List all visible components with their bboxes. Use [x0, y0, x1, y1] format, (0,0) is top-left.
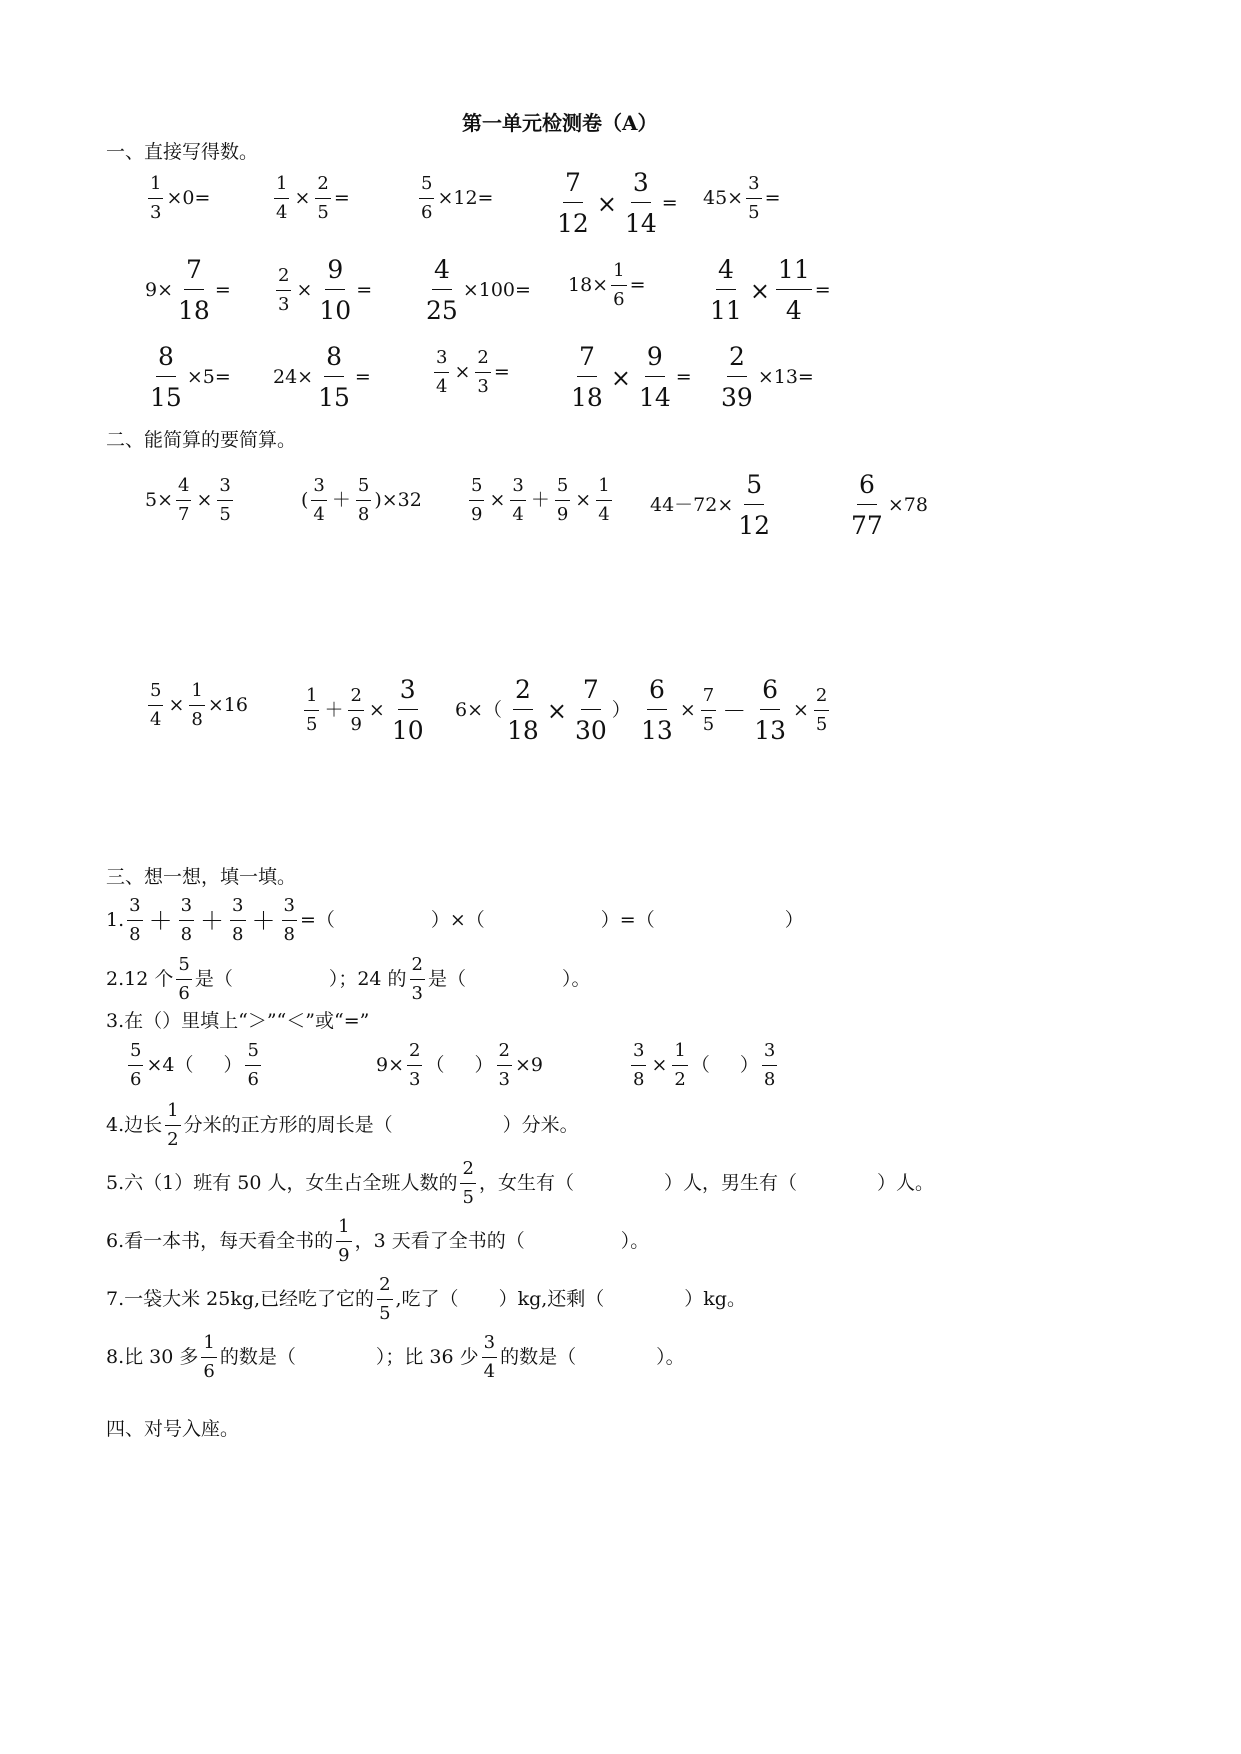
fraction: $\frac{1}{8}$: [191, 680, 203, 730]
fraction: $\frac{1}{3}$: [150, 173, 162, 223]
fraction: $\frac{11}{4}$: [777, 255, 810, 326]
fraction: $\frac{3}{4}$: [436, 347, 448, 397]
fraction: $\frac{3}{8}$: [129, 895, 141, 945]
section-1-heading: 一、直接写得数。: [106, 141, 259, 163]
p1-c4-expr: $\frac{7}{18}$ × $\frac{9}{14}$ =: [571, 342, 692, 413]
fraction: $\frac{3}{8}$: [763, 1040, 776, 1090]
fraction: $\frac{1}{5}$: [306, 684, 318, 735]
fraction: $\frac{2}{5}$: [462, 1158, 474, 1208]
fraction: $\frac{7}{18}$: [178, 255, 210, 326]
fraction: $\frac{5}{6}$: [421, 173, 433, 223]
fraction: $\frac{7}{12}$: [557, 168, 589, 239]
fraction: $\frac{7}{5}$: [702, 684, 715, 735]
fraction: $\frac{3}{8}$: [232, 895, 244, 945]
q5-line: 5.六（1）班有 50 人，女生占全班人数的 $\frac{2}{5}$ ，女生有（ ）人，男生有（ ）人。: [106, 1158, 934, 1208]
p1-a1-expr: $\frac{1}{3}$ ×0=: [150, 173, 211, 223]
section-4-heading: 四、对号入座。: [106, 1418, 240, 1440]
fraction: $\frac{8}{15}$: [318, 342, 350, 413]
p2-a4-expr: 44－72× $\frac{5}{12}$: [650, 470, 771, 541]
p1-c2-expr: 24× $\frac{8}{15}$ =: [273, 342, 371, 413]
p2-b4-expr: $\frac{6}{13}$ × $\frac{7}{5}$ － $\frac{6}{13}$ × $\frac{2}{5}$: [641, 675, 828, 746]
p2-b3-expr: 6× （ $\frac{2}{18}$ × $\frac{7}{30}$ ）: [455, 675, 631, 746]
section-3-heading: 三、想一想，填一填。: [106, 866, 297, 888]
p2-b1-expr: $\frac{5}{4}$ × $\frac{1}{8}$ ×16: [150, 680, 248, 730]
fraction: $\frac{2}{9}$: [350, 684, 362, 735]
fraction: $\frac{1}{4}$: [276, 173, 288, 223]
q2-line: 2.12 个 $\frac{5}{6}$ 是（ ）；24 的 $\frac{2}{3}$ 是（ ）。: [106, 954, 591, 1004]
fraction: $\frac{2}{5}$: [379, 1274, 391, 1324]
fraction: $\frac{3}{14}$: [624, 168, 657, 239]
fraction: $\frac{5}{6}$: [178, 954, 190, 1004]
p1-b4-expr: 18× $\frac{1}{6}$ =: [568, 260, 646, 310]
fraction: $\frac{5}{8}$: [357, 475, 370, 525]
fraction: $\frac{4}{7}$: [178, 475, 190, 525]
fraction: $\frac{6}{13}$: [641, 675, 673, 746]
p1-b2-expr: $\frac{2}{3}$ × $\frac{9}{10}$ =: [278, 255, 373, 326]
section-2-heading: 二、能简算的要简算。: [106, 429, 297, 451]
p1-a2-expr: $\frac{1}{4}$ × $\frac{2}{5}$ =: [276, 173, 350, 223]
fraction: $\frac{8}{15}$: [150, 342, 182, 413]
fraction: $\frac{3}{8}$: [180, 895, 193, 945]
fraction: $\frac{5}{6}$: [247, 1040, 259, 1090]
fraction: $\frac{5}{4}$: [150, 680, 162, 730]
fraction: $\frac{7}{18}$: [571, 342, 603, 413]
fraction: $\frac{2}{3}$: [278, 264, 290, 315]
fraction: $\frac{3}{4}$: [483, 1332, 496, 1382]
q4-line: 4.边长 $\frac{1}{2}$ 分米的正方形的周长是（ ）分米。: [106, 1100, 579, 1150]
fraction: $\frac{1}{4}$: [598, 475, 610, 525]
p2-a2-expr: ( $\frac{3}{4}$ ＋ $\frac{5}{8}$ ) ×32: [301, 475, 422, 525]
fraction: $\frac{6}{77}$: [851, 470, 883, 541]
q3-compare-1: $\frac{5}{6}$ ×4（ ） $\frac{5}{6}$: [130, 1040, 259, 1090]
q3-compare-2: 9× $\frac{2}{3}$ （ ） $\frac{2}{3}$ ×9: [376, 1040, 543, 1090]
fraction: $\frac{2}{3}$: [498, 1040, 510, 1090]
fraction: $\frac{9}{10}$: [319, 255, 352, 326]
page-title: 第一单元检测卷（A）: [462, 111, 658, 135]
fraction: $\frac{4}{25}$: [426, 255, 458, 326]
fraction: $\frac{1}{2}$: [167, 1100, 179, 1150]
fraction: $\frac{3}{10}$: [391, 675, 424, 746]
fraction: $\frac{2}{18}$: [507, 675, 539, 746]
q3-compare-3: $\frac{3}{8}$ × $\frac{1}{2}$ （ ） $\frac{3}{8}$: [633, 1040, 776, 1090]
p2-a3-expr: $\frac{5}{9}$ × $\frac{3}{4}$ ＋ $\frac{5}{9}$ × $\frac{1}{4}$: [471, 475, 610, 525]
p1-a5-expr: 45× $\frac{3}{5}$ =: [703, 173, 781, 223]
fraction: $\frac{4}{11}$: [710, 255, 742, 326]
fraction: $\frac{9}{14}$: [638, 342, 671, 413]
fraction: $\frac{2}{3}$: [409, 1040, 421, 1090]
fraction: $\frac{3}{4}$: [512, 475, 524, 525]
fraction: $\frac{2}{39}$: [721, 342, 753, 413]
q8-line: 8.比 30 多 $\frac{1}{6}$ 的数是（ ）；比 36 少 $\frac{3}{4}$ 的数是（ ）。: [106, 1332, 685, 1382]
p1-b1-expr: 9× $\frac{7}{18}$ =: [145, 255, 231, 326]
q1-line: 1. $\frac{3}{8}$ ＋ $\frac{3}{8}$ ＋ $\frac{3}{8}$ ＋ $\frac{3}{8}$ =（ ）×（ ）=（ ）: [106, 895, 804, 945]
p1-c3-expr: $\frac{3}{4}$ × $\frac{2}{3}$ =: [436, 347, 510, 397]
fraction: $\frac{1}{9}$: [338, 1216, 350, 1266]
fraction: $\frac{1}{2}$: [674, 1040, 686, 1090]
fraction: $\frac{2}{3}$: [477, 347, 489, 397]
q6-line: 6.看一本书，每天看全书的 $\frac{1}{9}$ ，3 天看了全书的（ ）。: [106, 1216, 650, 1266]
fraction: $\frac{5}{6}$: [130, 1040, 142, 1090]
p2-a1-expr: 5× $\frac{4}{7}$ × $\frac{3}{5}$: [145, 475, 231, 525]
fraction: $\frac{3}{8}$: [633, 1040, 645, 1090]
p1-c5-expr: $\frac{2}{39}$ ×13=: [721, 342, 814, 413]
q7-line: 7.一袋大米 25kg,已经吃了它的 $\frac{2}{5}$ ,吃了（ ）kg,还剩（ ）kg。: [106, 1274, 746, 1324]
fraction: $\frac{3}{8}$: [283, 895, 295, 945]
fraction: $\frac{6}{13}$: [754, 675, 786, 746]
p2-a5-expr: $\frac{6}{77}$ ×78: [851, 470, 928, 541]
p1-b3-expr: $\frac{4}{25}$ ×100=: [426, 255, 531, 326]
fraction: $\frac{2}{5}$: [815, 684, 828, 735]
fraction: $\frac{2}{5}$: [317, 173, 329, 223]
fraction: $\frac{5}{12}$: [738, 470, 771, 541]
fraction: $\frac{5}{9}$: [556, 475, 569, 525]
fraction: $\frac{3}{4}$: [313, 475, 325, 525]
p1-a3-expr: $\frac{5}{6}$ ×12=: [421, 173, 494, 223]
fraction: $\frac{1}{6}$: [203, 1332, 215, 1382]
p2-b2-expr: $\frac{1}{5}$ ＋ $\frac{2}{9}$ × $\frac{3}{10}$: [306, 675, 424, 746]
p1-c1-expr: $\frac{8}{15}$ ×5=: [150, 342, 231, 413]
q3-instruction: 3.在（）里填上“＞”“＜”或“=”: [106, 1010, 370, 1032]
fraction: $\frac{3}{5}$: [748, 173, 760, 223]
fraction: $\frac{5}{9}$: [471, 475, 483, 525]
p1-a4-expr: $\frac{7}{12}$ × $\frac{3}{14}$ =: [557, 168, 678, 239]
fraction: $\frac{1}{6}$: [613, 260, 625, 310]
p1-b5-expr: $\frac{4}{11}$ × $\frac{11}{4}$ =: [710, 255, 831, 326]
fraction: $\frac{7}{30}$: [574, 675, 607, 746]
fraction: $\frac{2}{3}$: [411, 954, 423, 1004]
fraction: $\frac{3}{5}$: [219, 475, 231, 525]
